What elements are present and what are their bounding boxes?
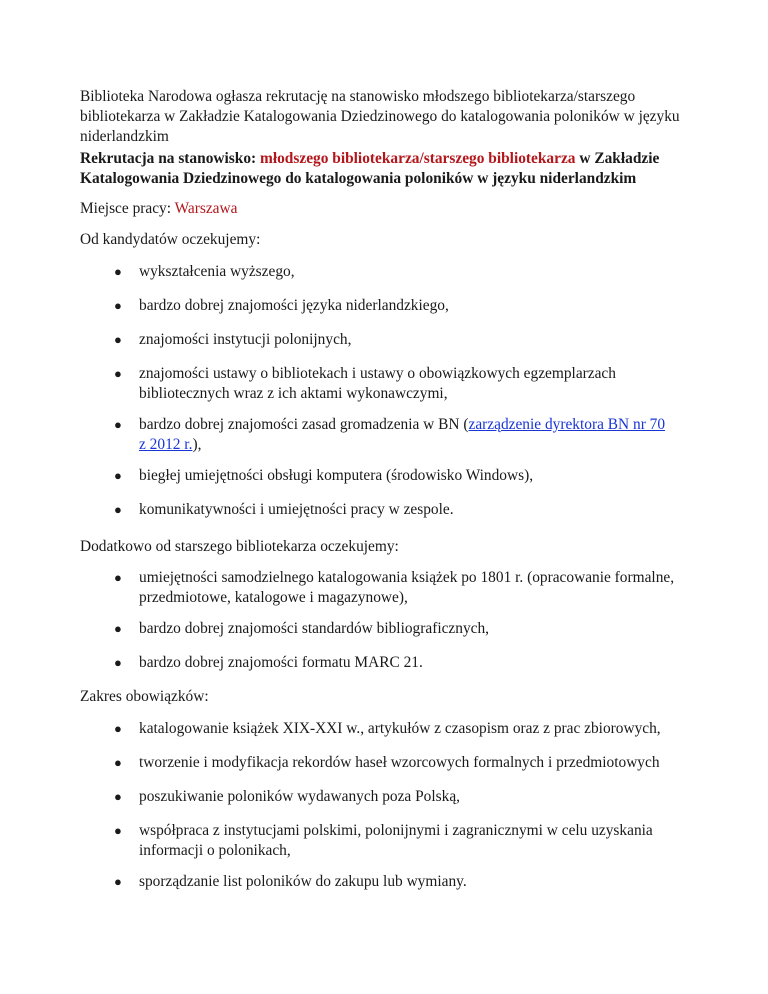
senior-requirements-title: Dodatkowo od starszego bibliotekarza oczekujemy: — [80, 538, 399, 555]
bullet-icon: ● — [114, 721, 122, 736]
bullet-icon: ● — [114, 417, 122, 432]
location-value: Warszawa — [174, 200, 238, 217]
bullet-icon: ● — [114, 264, 122, 279]
bullet-icon: ● — [114, 874, 122, 889]
document-page: Biblioteka Narodowa ogłasza rekrutację na stanowisko młodszego bibliotekarza/starszego bibliotekarza w Zakładzie Katalogowania Dziedzinowego do katalogowania poloników w języku niderlandzkim Rekrutacja na stanowisko: młodszego bibliotekarza/starszego bibliotekarza w Zakładzie Katalogowania Dziedzinowego do katalogowania poloników w języku niderlandzkim Miejsce pracy: Warszawa Od kandydatów oczekujemy: ● wykształcenia wyższego, ● bardzo dobrej znajomości języka niderlandzkiego, ● znajomości instytucji polonijnych, ● znajomości ustawy o bibliotekach i ustawy o obowiązkowych egzemplarzach bibliotecznych wraz z ich aktami wykonawczymi, ● bardzo dobrej znajomości zasad gromadzenia w BN (zarządzenie dyrektora BN nr 70 z 2012 r.), ● biegłej umiejętności obsługi komputera (środowisko Windows), ● komunikatywności i umiejętności pracy w zespole. Dodatkowo od starszego bibliotekarza oczekujemy: ● umiejętności samodzielnego katalogowania książek po 1801 r. (opracowanie formalne, przedmiotowe, katalogowe i magazynowe), ● bardzo dobrej znajomości standardów bibliograficznych, ● bardzo dobrej znajomości formatu MARC 21. Zakres obowiązków: ● katalogowanie książek XIX-XXI w., artykułów z czasopism oraz z prac zbiorowych, ● tworzenie i modyfikacja rekordów haseł wzorcowych formalnych i przedmiotowych ● poszukiwanie poloników wydawanych poza Polską, ● współpraca z instytucjami polskimi, polonijnymi i zagranicznymi w celu uzyskania informacji o polonikach, ● sporządzanie list poloników do zakupu lub wymiany. — [0, 0, 768, 994]
location-label: Miejsce pracy: — [80, 200, 172, 217]
heading-position: młodszego bibliotekarza/starszego bibliotekarza — [260, 150, 576, 167]
heading-label: Rekrutacja na stanowisko: — [80, 150, 257, 167]
bullet-icon: ● — [114, 789, 122, 804]
bullet-icon: ● — [114, 621, 122, 636]
bullet-icon: ● — [114, 570, 122, 585]
recruitment-heading — [80, 149, 700, 189]
duties-title: Zakres obowiązków: — [80, 688, 209, 705]
requirements-title: Od kandydatów oczekujemy: — [80, 231, 261, 248]
bullet-icon: ● — [114, 655, 122, 670]
heading-rest: w Zakładzie Katalogowania Dziedzinowego do katalogowania poloników w języku niderlandzkim — [80, 150, 660, 187]
bullet-icon: ● — [114, 823, 122, 838]
bullet-icon: ● — [114, 332, 122, 347]
bullet-icon: ● — [114, 468, 122, 483]
ordinance-link[interactable]: zarządzenie dyrektora BN nr 70 z 2012 r. — [139, 416, 666, 453]
work-location — [80, 199, 700, 219]
bullet-icon: ● — [114, 502, 122, 517]
bullet-icon: ● — [114, 755, 122, 770]
intro-paragraph: Biblioteka Narodowa ogłasza rekrutację na stanowisko młodszego bibliotekarza/starszego bibliotekarza w Zakładzie Katalogowania Dziedzinowego do katalogowania poloników w języku niderlandzkim — [80, 88, 680, 145]
bullet-icon: ● — [114, 298, 122, 313]
bullet-icon: ● — [114, 366, 122, 381]
